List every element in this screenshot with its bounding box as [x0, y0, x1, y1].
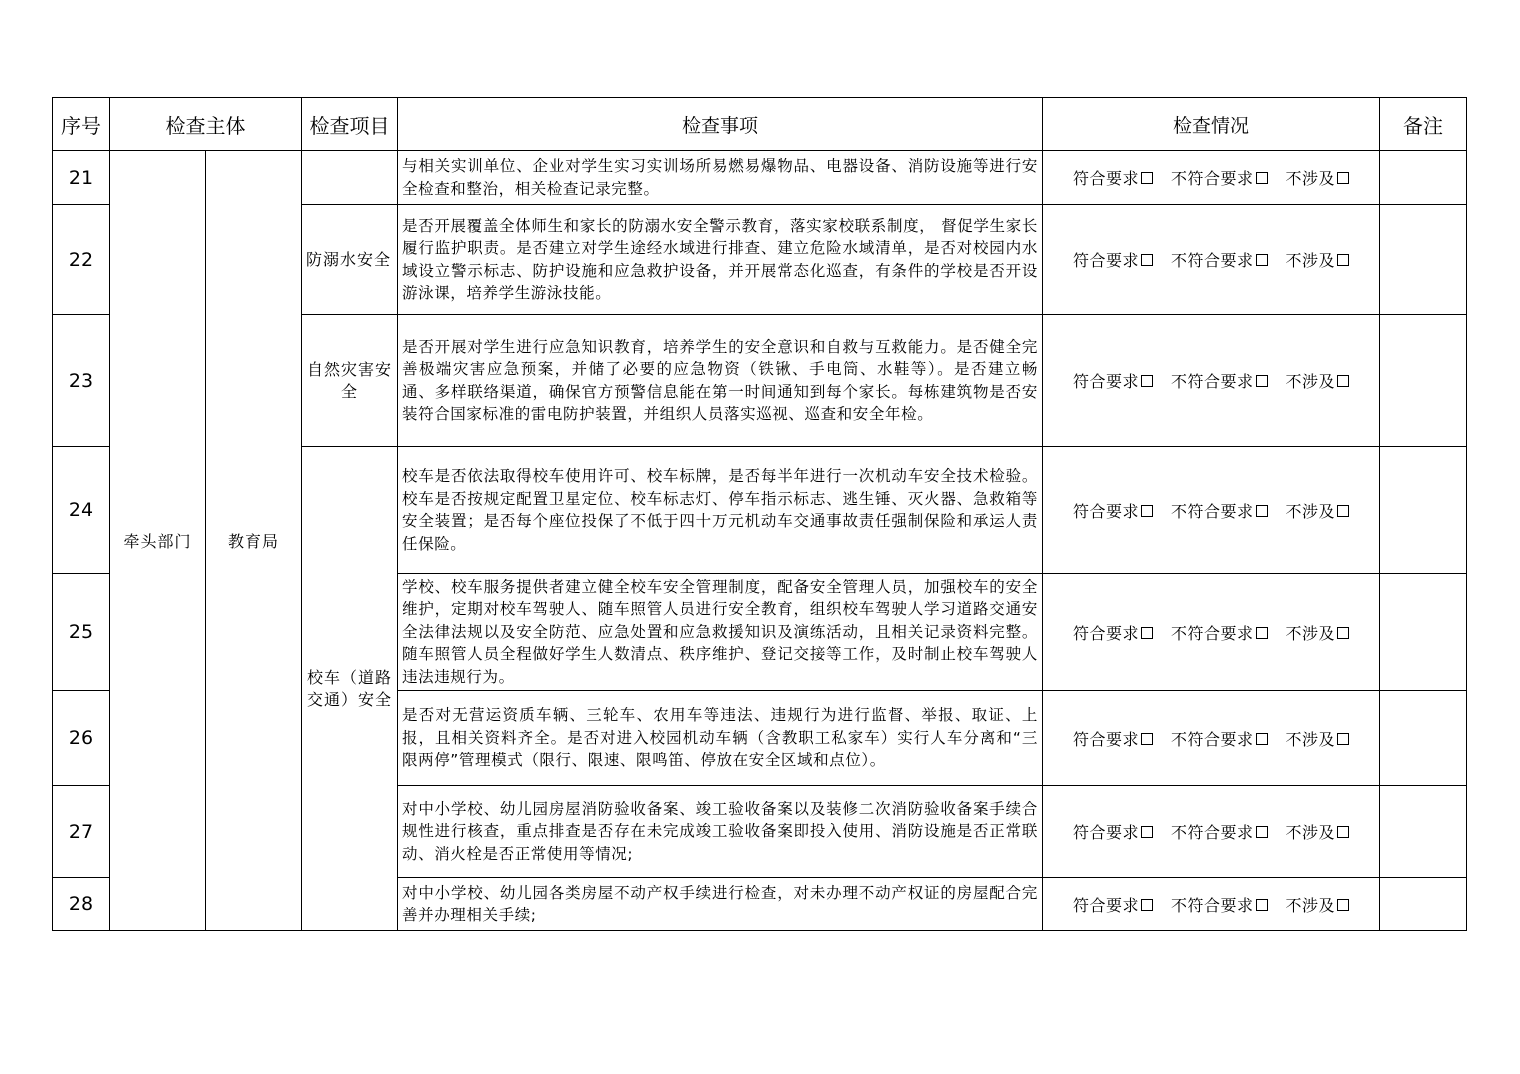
matter-text: 校车是否依法取得校车使用许可、校车标牌，是否每半年进行一次机动车安全技术检验。校车是否按规定配置卫星定位、校车标志灯、停车指示标志、逃生锤、灭火器、急救箱等安全装置；是否每个座位投保了不低于四十万元机动车交通事故责任强制保险和承运人责任保险。 [402, 467, 1038, 553]
option-na-label: 不涉及 [1285, 823, 1336, 842]
option-meets[interactable] [1073, 820, 1153, 843]
header-status: 检查情况 [1043, 98, 1380, 151]
option-not-meets-label: 不符合要求 [1170, 823, 1254, 842]
status-options [1043, 878, 1380, 931]
option-na[interactable] [1286, 820, 1350, 843]
header-subject: 检查主体 [110, 98, 302, 151]
item-cell-empty [302, 151, 398, 205]
option-na-label: 不涉及 [1285, 169, 1336, 188]
row-matter [398, 691, 1043, 786]
note-cell[interactable] [1380, 878, 1467, 931]
matter-text: 对中小学校、幼儿园房屋消防验收备案、竣工验收备案以及装修二次消防验收备案手续合规性进行核查，重点排查是否存在未完成竣工验收备案即投入使用、消防设施是否正常联动、消火栓是否正常使用等情况; [402, 799, 1038, 863]
option-meets[interactable] [1073, 248, 1153, 271]
option-meets-label: 符合要求 [1072, 623, 1139, 643]
checkbox[interactable] [1337, 505, 1349, 517]
option-meets[interactable] [1073, 893, 1153, 916]
option-na-label: 不涉及 [1285, 895, 1336, 915]
option-meets[interactable] [1073, 499, 1153, 522]
row-seq: 21 [53, 151, 110, 205]
row-seq: 28 [53, 878, 110, 931]
option-not-meets[interactable] [1171, 727, 1268, 750]
checkbox[interactable] [1141, 375, 1153, 387]
matter-text: 与相关实训单位、企业对学生实习实训场所易燃易爆物品、电器设备、消防设施等进行安全检查和整治，相关检查记录完整。 [402, 157, 1038, 198]
status-options [1043, 691, 1380, 786]
item-school-bus-label: 校车（道路交通）安全 [306, 667, 392, 709]
option-na[interactable] [1286, 893, 1350, 916]
header-seq: 序号 [53, 98, 110, 151]
row-seq: 27 [53, 786, 110, 878]
row-matter [398, 574, 1043, 691]
option-not-meets[interactable] [1171, 499, 1268, 522]
option-meets-label: 符合要求 [1072, 251, 1139, 270]
row-seq: 25 [53, 574, 110, 691]
option-meets[interactable] [1073, 727, 1153, 750]
option-na-label: 不涉及 [1285, 623, 1336, 643]
checkbox[interactable] [1256, 375, 1268, 387]
row-seq: 23 [53, 315, 110, 447]
checkbox[interactable] [1337, 627, 1349, 639]
status-options [1043, 315, 1380, 447]
header-matter: 检查事项 [398, 98, 1043, 151]
matter-text: 学校、校车服务提供者建立健全校车安全管理制度，配备安全管理人员，加强校车的安全维护，定期对校车驾驶人、随车照管人员进行安全教育，组织校车驾驶人学习道路交通安全法律法规以及安全防范、应急处置和应急救援知识及演练活动，且相关记录资料完整。随车照管人员全程做好学生人数清点、秩序维护、登记交接等工作，及时制止校车驾驶人违法违规行为。 [402, 577, 1038, 686]
checkbox[interactable] [1256, 826, 1268, 838]
status-options [1043, 786, 1380, 878]
status-options [1043, 151, 1380, 205]
option-meets-label: 符合要求 [1072, 372, 1139, 391]
checkbox[interactable] [1337, 733, 1349, 745]
option-na[interactable] [1286, 621, 1350, 644]
row-seq: 26 [53, 691, 110, 786]
option-not-meets[interactable] [1171, 820, 1268, 843]
checkbox[interactable] [1141, 254, 1153, 266]
row-matter [398, 205, 1043, 315]
checkbox[interactable] [1337, 254, 1349, 266]
option-na-label: 不涉及 [1285, 729, 1336, 749]
checkbox[interactable] [1141, 899, 1153, 911]
matter-text: 是否开展对学生进行应急知识教育，培养学生的安全意识和自救与互救能力。是否健全完善极端灾害应急预案，并储了必要的应急物资（铁锹、手电筒、水鞋等）。是否建立畅通、多样联络渠道，确保官方预警信息能在第一时间通知到每个家长。每栋建筑物是否安装符合国家标准的雷电防护装置，并组织人员落实巡视、巡查和安全年检。 [402, 337, 1038, 423]
option-meets-label: 符合要求 [1072, 501, 1139, 521]
option-not-meets-label: 不符合要求 [1170, 895, 1254, 915]
option-na-label: 不涉及 [1285, 251, 1336, 270]
header-item: 检查项目 [302, 98, 398, 151]
header-note: 备注 [1380, 98, 1467, 151]
option-not-meets[interactable] [1171, 893, 1268, 916]
matter-text: 是否对无营运资质车辆、三轮车、农用车等违法、违规行为进行监督、举报、取证、上报，且相关资料齐全。是否对进入校园机动车辆（含教职工私家车）实行人车分离和“三限两停”管理模式（限行、限速、限鸣笛、停放在安全区域和点位）。 [402, 706, 1038, 770]
row-matter [398, 315, 1043, 447]
option-meets-label: 符合要求 [1072, 895, 1139, 915]
option-na[interactable] [1286, 166, 1350, 189]
checkbox[interactable] [1141, 733, 1153, 745]
row-matter [398, 878, 1043, 931]
item-disaster [302, 315, 398, 447]
option-na[interactable] [1286, 248, 1350, 271]
note-cell[interactable] [1380, 447, 1467, 574]
department: 教育局 [206, 151, 302, 931]
checkbox[interactable] [1141, 826, 1153, 838]
option-meets[interactable] [1073, 621, 1153, 644]
note-cell[interactable] [1380, 786, 1467, 878]
table-row [53, 151, 1467, 205]
note-cell[interactable] [1380, 151, 1467, 205]
checkbox[interactable] [1141, 505, 1153, 517]
checkbox[interactable] [1337, 172, 1349, 184]
note-cell[interactable] [1380, 315, 1467, 447]
row-matter [398, 151, 1043, 205]
inspection-table [52, 97, 1467, 931]
row-seq: 24 [53, 447, 110, 574]
option-meets-label: 符合要求 [1072, 169, 1139, 188]
status-options [1043, 447, 1380, 574]
checkbox[interactable] [1256, 254, 1268, 266]
matter-text: 对中小学校、幼儿园各类房屋不动产权手续进行检查，对未办理不动产权证的房屋配合完善并办理相关手续; [402, 883, 1038, 924]
note-cell[interactable] [1380, 691, 1467, 786]
option-meets-label: 符合要求 [1072, 729, 1139, 749]
status-options [1043, 205, 1380, 315]
checkbox[interactable] [1256, 627, 1268, 639]
checkbox[interactable] [1256, 172, 1268, 184]
matter-text: 是否开展覆盖全体师生和家长的防溺水安全警示教育，落实家校联系制度， 督促学生家长履行监护职责。是否建立对学生途经水域进行排查、建立危险水域清单，是否对校园内水域设立警示标志、防护设施和应急救护设备，并开展常态化巡查，有条件的学校是否开设游泳课，培养学生游泳技能。 [402, 216, 1038, 302]
checkbox[interactable] [1256, 899, 1268, 911]
item-disaster-label: 自然灾害安全 [306, 359, 392, 401]
checkbox[interactable] [1256, 505, 1268, 517]
note-cell[interactable] [1380, 205, 1467, 315]
option-not-meets[interactable] [1171, 166, 1268, 189]
item-drowning [302, 205, 398, 315]
option-not-meets-label: 不符合要求 [1170, 169, 1254, 188]
checkbox[interactable] [1337, 375, 1349, 387]
checkbox[interactable] [1256, 733, 1268, 745]
header-row [53, 98, 1467, 151]
item-school-bus [302, 447, 398, 931]
option-not-meets-label: 不符合要求 [1170, 623, 1254, 643]
row-seq: 22 [53, 205, 110, 315]
option-na-label: 不涉及 [1285, 372, 1336, 391]
option-not-meets-label: 不符合要求 [1170, 501, 1254, 521]
note-cell[interactable] [1380, 574, 1467, 691]
item-drowning-label: 防溺水安全 [306, 249, 392, 269]
option-na[interactable] [1286, 727, 1350, 750]
checkbox[interactable] [1337, 899, 1349, 911]
lead-department: 牵头部门 [110, 151, 206, 931]
row-matter [398, 447, 1043, 574]
row-matter [398, 786, 1043, 878]
option-not-meets-label: 不符合要求 [1170, 372, 1254, 391]
checkbox[interactable] [1141, 627, 1153, 639]
option-na[interactable] [1286, 369, 1350, 392]
option-na-label: 不涉及 [1285, 501, 1336, 521]
checkbox[interactable] [1141, 172, 1153, 184]
option-meets[interactable] [1073, 369, 1153, 392]
option-meets-label: 符合要求 [1072, 823, 1139, 842]
option-not-meets-label: 不符合要求 [1170, 251, 1254, 270]
option-not-meets-label: 不符合要求 [1170, 729, 1254, 749]
option-not-meets[interactable] [1171, 621, 1268, 644]
option-not-meets[interactable] [1171, 369, 1268, 392]
status-options [1043, 574, 1380, 691]
option-na[interactable] [1286, 499, 1350, 522]
option-not-meets[interactable] [1171, 248, 1268, 271]
option-meets[interactable] [1073, 166, 1153, 189]
checkbox[interactable] [1337, 826, 1349, 838]
